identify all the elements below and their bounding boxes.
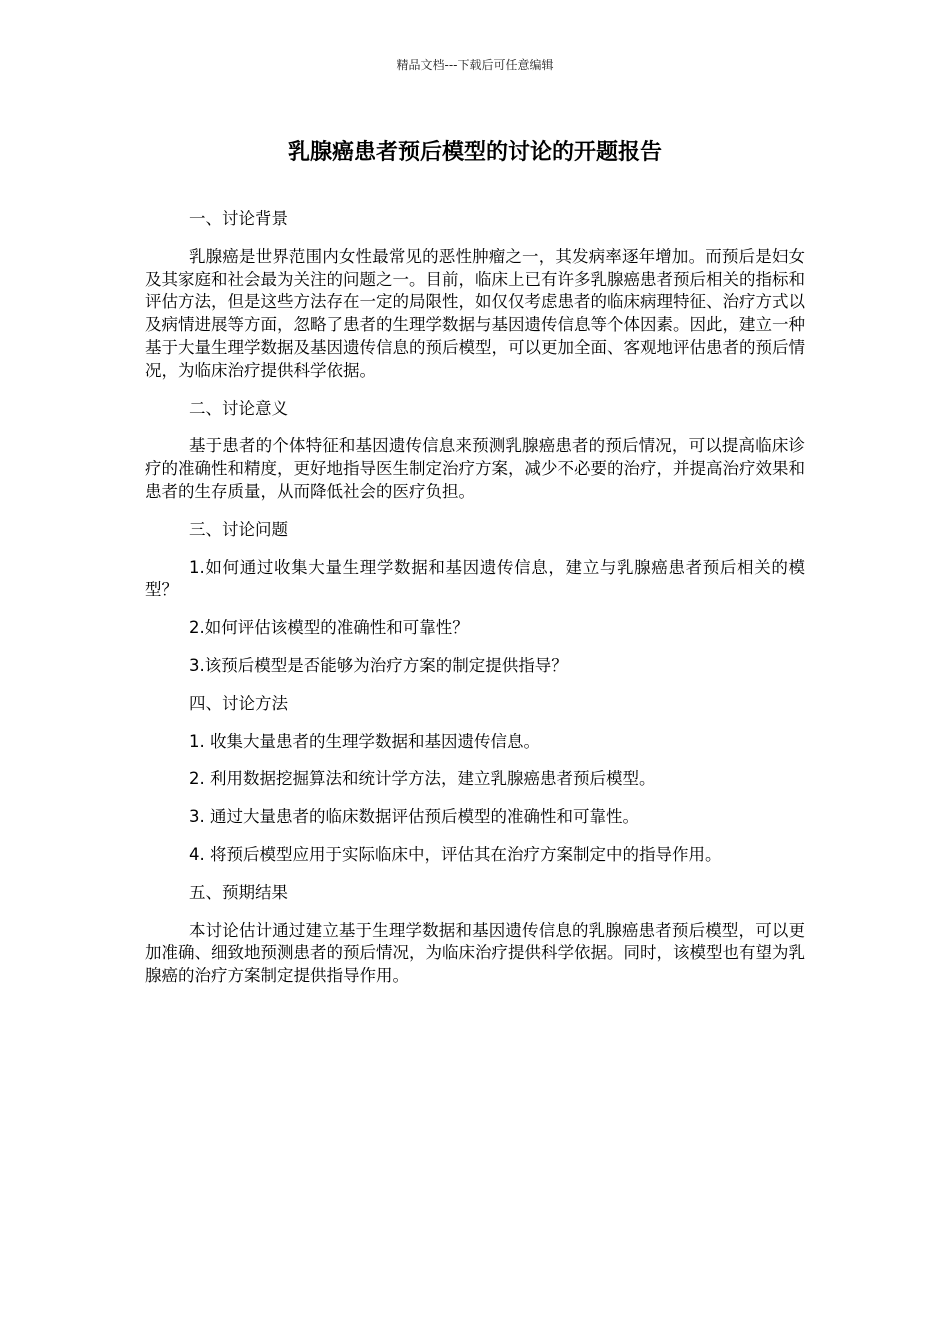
method-item: 1. 收集大量患者的生理学数据和基因遗传信息。: [189, 731, 540, 751]
section-heading-significance: 二、讨论意义: [189, 398, 288, 418]
question-item: 1.如何通过收集大量生理学数据和基因遗传信息，建立与乳腺癌患者预后相关的模型？: [145, 557, 805, 600]
section-text-significance: 基于患者的个体特征和基因遗传信息来预测乳腺癌患者的预后情况，可以提高临床诊疗的准确性和精度，更好地指导医生制定治疗方案，减少不必要的治疗，并提高治疗效果和患者的生存质量，从而降低社会的医疗负担。: [145, 436, 805, 501]
document-body: [145, 208, 805, 1003]
section-heading-expected-results: 五、预期结果: [189, 882, 288, 902]
question-item: 3.该预后模型是否能够为治疗方案的制定提供指导？: [189, 655, 568, 675]
section-heading-questions: 三、讨论问题: [189, 519, 288, 539]
document-title: 乳腺癌患者预后模型的讨论的开题报告: [287, 140, 662, 165]
method-item: 4. 将预后模型应用于实际临床中，评估其在治疗方案制定中的指导作用。: [189, 844, 722, 864]
question-item: 2.如何评估该模型的准确性和可靠性？: [189, 618, 469, 638]
method-item: 2. 利用数据挖掘算法和统计学方法，建立乳腺癌患者预后模型。: [189, 769, 656, 789]
section-text-background: 乳腺癌是世界范围内女性最常见的恶性肿瘤之一，其发病率逐年增加。而预后是妇女及其家庭和社会最为关注的问题之一。目前，临床上已有许多乳腺癌患者预后相关的指标和评估方法，但是这些方法存在一定的局限性，如仅仅考虑患者的临床病理特征、治疗方式以及病情进展等方面，忽略了患者的生理学数据与基因遗传信息等个体因素。因此，建立一种基于大量生理学数据及基因遗传信息的预后模型，可以更加全面、客观地评估患者的预后情况，为临床治疗提供科学依据。: [145, 246, 805, 380]
method-item: 3. 通过大量患者的临床数据评估预后模型的准确性和可靠性。: [189, 807, 639, 827]
page-header: 精品文档---下载后可任意编辑: [396, 58, 554, 72]
section-text-expected-results: 本讨论估计通过建立基于生理学数据和基因遗传信息的乳腺癌患者预后模型，可以更加准确、细致地预测患者的预后情况，为临床治疗提供科学依据。同时，该模型也有望为乳腺癌的治疗方案制定提供指导作用。: [145, 920, 805, 986]
section-heading-background: 一、讨论背景: [189, 209, 288, 228]
section-heading-methods: 四、讨论方法: [189, 693, 288, 713]
